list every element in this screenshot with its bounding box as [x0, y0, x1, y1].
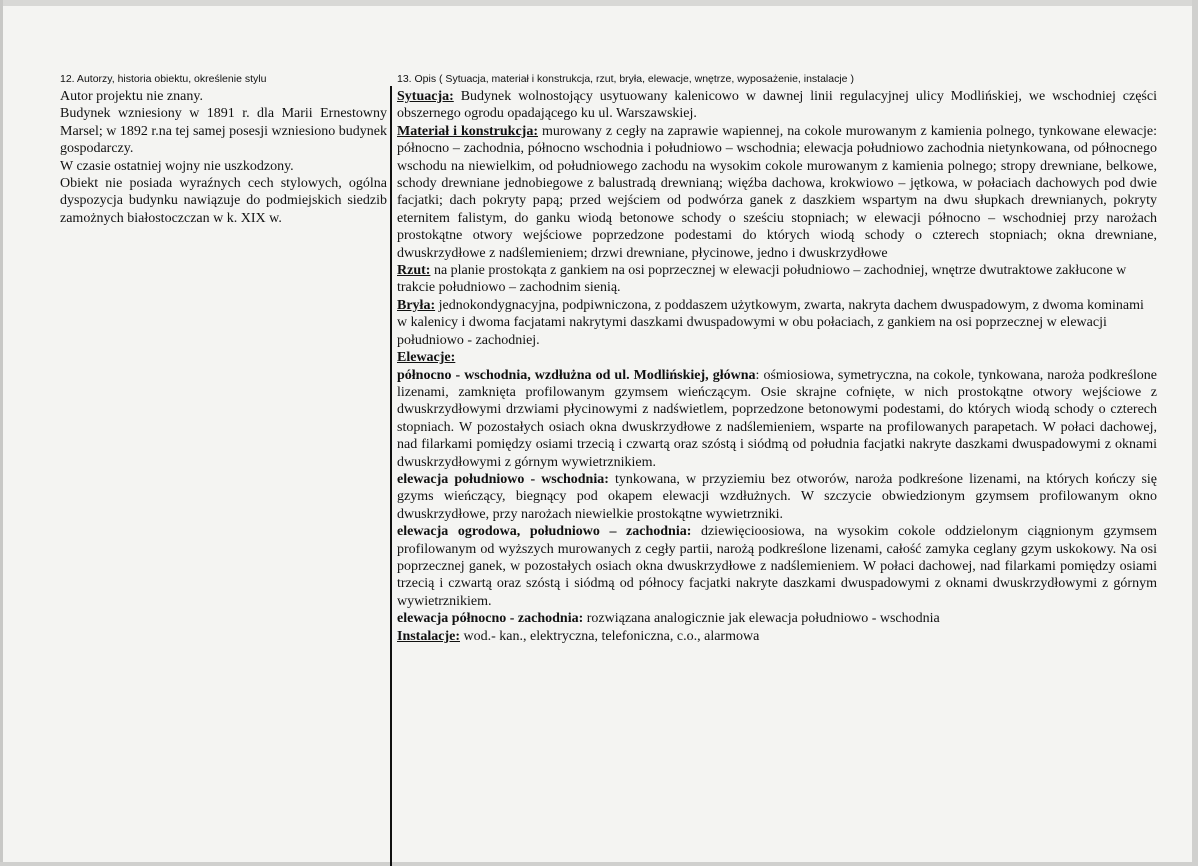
description-column	[397, 73, 1157, 645]
elewacje-label: Elewacje:	[397, 350, 456, 366]
scan-edge-left	[0, 0, 3, 866]
description-header: 13. Opis ( Sytuacja, materiał i konstrukcja, rzut, bryła, elewacje, wnętrze, wyposażenie, instalacje )	[397, 73, 854, 85]
elewacja-se-label: elewacja południowo - wschodnia:	[397, 471, 609, 487]
bryla-text: jednokondygnacyjna, podpiwniczona, z poddaszem użytkowym, zwarta, nakryta dachem dwuspadowym, z dwoma kominami w kalenicy i dwoma facjatami nakrytymi daszkami dwuspadowymi w obu połaciach, z gankiem na osi poprzecznej w elewacji południowo - zachodniej.	[397, 297, 1144, 348]
elewacja-nw-label: elewacja północno - zachodnia:	[397, 611, 584, 627]
elewacja-nw	[397, 610, 1157, 627]
elewacja-ne-text: : ośmiosiowa, symetryczna, na cokole, tynkowana, naroża podkreślone lizenami, zamknięta profilowanym gzymsem wieńczącym. Osie skrajne cofnięte, w nich prostokątne otwory wejściowe z dwuskrzydłowymi drzwiami płycinowymi z nadświetlem, poprzedzone betonowymi podestami, do których wiodą schody o czterech stopniach. W pozostałych osiach okna dwuskrzydłowe z nadślemieniem, wsparte na profilowanych parapetach. W połaci dachowej, nad filarkami pomiędzy osiami trzecią i czwartą oraz szóstą i siódmą od południa facjatki nakryte daszkami dwuspadowymi z oknami dwuskrzydłowymi z górnym wywietrznikiem.	[397, 367, 1157, 470]
section-sytuacja	[397, 88, 1157, 123]
instalacje-text: wod.- kan., elektryczna, telefoniczna, c.o., alarmowa	[460, 628, 760, 644]
history-line-war: W czasie ostatniej wojny nie uszkodzony.	[60, 158, 294, 174]
section-elewacje-heading	[397, 349, 1157, 366]
history-line-author: Autor projektu nie znany.	[60, 89, 203, 104]
sytuacja-text: Budynek wolnostojący usytuowany kalenicowo w dawnej linii regulacyjnej ulicy Modlińskiej, we wschodniej części obszernego ogrodu opadającego ku ul. Warszawskiej.	[397, 89, 1157, 122]
sytuacja-label: Sytuacja:	[397, 89, 454, 104]
scan-edge-right	[1192, 0, 1198, 866]
section-bryla	[397, 297, 1157, 349]
rzut-label: Rzut:	[397, 263, 431, 279]
section-rzut	[397, 262, 1157, 297]
elewacja-sw-text: dziewięcioosiowa, na wysokim cokole oddzielonym ciągnionym gzymsem profilowanym od wyższych murowanych z cegły partii, narożą podkreślone lizenami, całość zamyka ceglany gzym uskokowy. Na osi poprzecznej ganek, w pozostałych osiach okna dwuskrzydłowe z nadślemieniem. W połaci dachowej, nad filarkami pomiędzy osiami trzecią i czwartą oraz szóstą i siódmą od północy facjatki nakryte daszkami dwuspadowymi z oknami dwuskrzydłowymi z górnym wywietrznikiem.	[397, 524, 1157, 609]
column-divider	[390, 86, 392, 866]
instalacje-label: Instalacje:	[397, 628, 460, 644]
history-column	[60, 73, 387, 227]
scan-edge-top	[0, 0, 1198, 6]
section-instalacje	[397, 628, 1157, 645]
elewacja-sw-label: elewacja ogrodowa, południowo – zachodnia:	[397, 524, 692, 540]
scan-edge-bottom	[0, 862, 1198, 866]
history-line-style: Obiekt nie posiada wyraźnych cech stylowych, ogólna dyspozycja budynku nawiązuje do podmiejskich siedzib zamożnych białostoczczan w k. XIX w.	[60, 176, 387, 226]
elewacja-nw-text: rozwiązana analogicznie jak elewacja południowo - wschodnia	[583, 611, 940, 627]
history-header: 12. Autorzy, historia obiektu, określenie stylu	[60, 73, 267, 85]
elewacja-ne	[397, 367, 1157, 471]
history-line-built: Budynek wzniesiony w 1891 r. dla Marii Ernestowny Marsel; w 1892 r.na tej samej posesji wzniesiono budynek gospodarczy.	[60, 106, 387, 157]
rzut-text: na planie prostokąta z gankiem na osi poprzecznej w elewacji południowo – zachodniej, wnętrze dwutraktowe zakłucone w trakcie południowo – zachodnim sienią.	[397, 263, 1127, 296]
elewacja-ne-label: północno - wschodnia, wzdłużna od ul. Modlińskiej, główna	[397, 367, 756, 383]
elewacja-se	[397, 471, 1157, 523]
bryla-label: Bryła:	[397, 297, 436, 313]
material-label: Materiał i konstrukcja:	[397, 123, 538, 139]
material-text: murowany z cegły na zaprawie wapiennej, na cokole murowanym z kamienia polnego, tynkowane elewacje: północno – zachodnia, północno wschodnia i południowo – wschodnia; elewacja południowo zachodnia nietynkowana, od północnego wschodu na niewielkim, od południowego zachodu na wysokim cokole murowanym z kamienia polnego; stropy drewniane, belkowe, schody drewniane jednobiegowe z balustradą drewnianą; więźba dachowa, krokwiowo – jętkowa, w połaciach dachowych pod dwie facjatki; dach pokryty papą; przed wejściem od podwórza ganek z daszkiem wspartym na dwu słupkach drewnianych, pokryty eternitem falistym, do ganku wiodą betonowe schody o sześciu stopniach; w elewacji północno – wschodniej przy narożach prostokątne otwory wejściowe poprzedzone podestami do których wiodą schody o czterech stopniach; okna drewniane, dwuskrzydłowe z nadślemieniem; drzwi drewniane, płycinowe, jedno i dwuskrzydłowe	[397, 123, 1157, 261]
elewacja-sw	[397, 523, 1157, 610]
section-material	[397, 123, 1157, 262]
elewacja-se-text: tynkowana, w przyziemiu bez otworów, naroża podkreśone lizenami, na których kończy się gzyms wieńczący, biegnący pod okapem elewacji wzdłużnych. W szczycie obwiedzionym gzymsem profilowanym okno dwuskrzydłowe, przy narożach niewielkie prostokątne wywietrzniki.	[397, 471, 1157, 522]
